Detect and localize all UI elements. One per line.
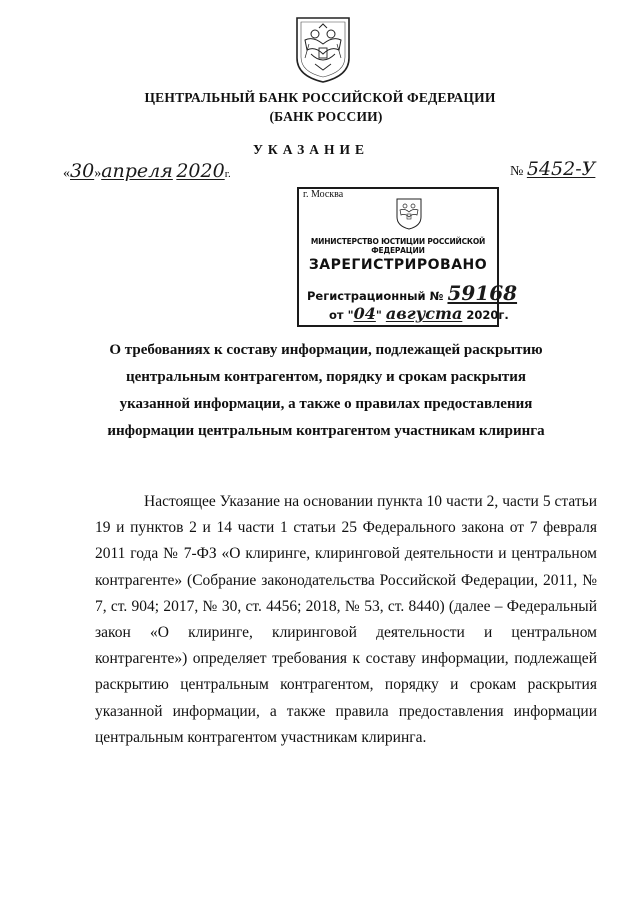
stamp-registration-date	[329, 304, 509, 323]
document-number	[510, 158, 595, 180]
stamp-reg-label: Регистрационный №	[307, 289, 444, 303]
date-close-quote: »	[94, 166, 102, 181]
stamp-registration-number	[307, 281, 517, 305]
stamp-date-quote-close: "	[375, 308, 382, 322]
document-date	[63, 160, 231, 182]
document-body	[95, 489, 597, 751]
number-prefix: №	[510, 164, 524, 179]
date-open-quote: «	[63, 166, 70, 181]
number-value: 5452-У	[526, 158, 596, 180]
stamp-reg-number-value: 59168	[447, 281, 518, 305]
stamp-city: г. Москва	[303, 189, 344, 200]
org-name-line1: ЦЕНТРАЛЬНЫЙ БАНК РОССИЙСКОЙ ФЕДЕРАЦИИ	[144, 90, 496, 105]
body-paragraph: Настоящее Указание на основании пункта 10 части 2, части 5 статьи 19 и пунктов 2 и 14 части 1 статьи 25 Федерального закона от 7 февраля 2011 года № 7-ФЗ «О клиринге, клиринговой деятельности и центральном контрагенте» (Собрание законодательства Российской Федерации, 2011, № 7, ст. 904; 2017, № 30, ст. 4456; 2018, № 53, ст. 8440) (далее – Федеральный закон «О клиринге, клиринговой деятельности и центральном контрагенте») определяет требования к составу информации, подлежащей раскрытию центральным контрагентом, порядку и срокам раскрытия указанной информации, а также правила предоставления информации центральным контрагентом участникам клиринга.	[95, 493, 597, 746]
coat-of-arms-emblem-icon	[291, 14, 355, 84]
stamp-ministry-name: МИНИСТЕРСТВО ЮСТИЦИИ РОССИЙСКОЙ ФЕДЕРАЦИИ	[310, 237, 486, 255]
date-year-suffix: г.	[224, 168, 231, 180]
registration-stamp	[297, 187, 518, 327]
date-month: апреля	[101, 160, 173, 182]
stamp-date-suffix: г.	[498, 308, 509, 322]
stamp-date-month: августа	[385, 304, 463, 323]
date-year: 2020	[176, 160, 225, 182]
org-name-line2: (БАНК РОССИИ)	[269, 109, 383, 124]
date-day: 30	[70, 160, 95, 182]
stamp-date-year: 2020	[466, 308, 499, 322]
stamp-date-day: 04	[353, 304, 376, 323]
document-type-heading: УКАЗАНИЕ	[253, 142, 369, 157]
stamp-date-prefix: от "	[329, 308, 354, 322]
document-title: О требованиях к составу информации, подлежащей раскрытию центральным контрагентом, порядку и срокам раскрытия указанной информации, а также о правилах предоставления информации центральным контрагентом участникам клиринга	[107, 342, 545, 439]
stamp-registered-label: ЗАРЕГИСТРИРОВАНО	[308, 257, 488, 273]
stamp-emblem-icon	[394, 197, 424, 231]
